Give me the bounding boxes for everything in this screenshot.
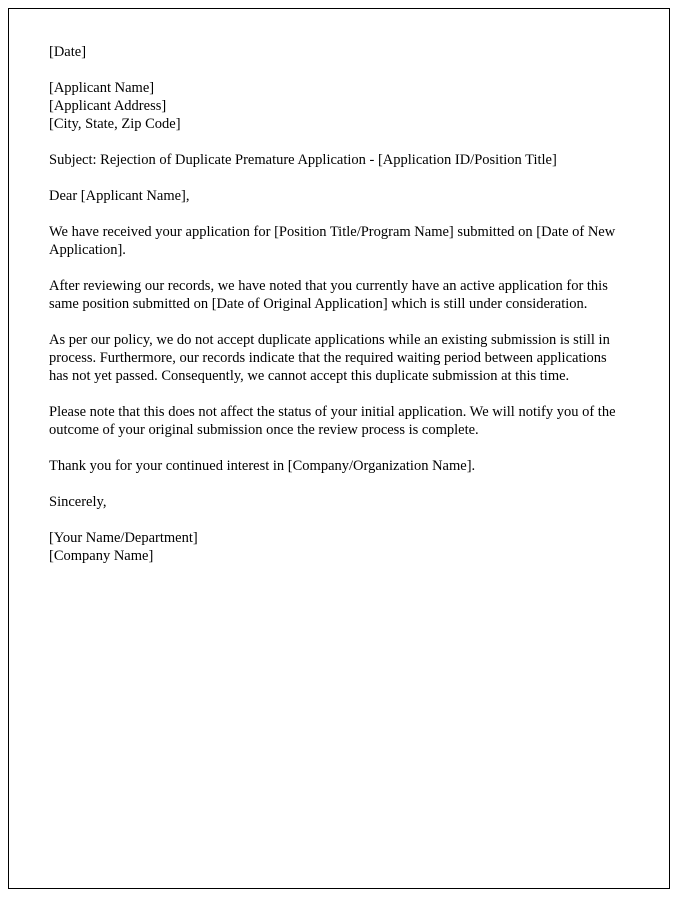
recipient-name: [Applicant Name] bbox=[49, 80, 155, 96]
recipient-block bbox=[49, 79, 629, 133]
date-placeholder: [Date] bbox=[49, 44, 87, 60]
signature-name-department: [Your Name/Department] bbox=[49, 530, 198, 546]
body-paragraph-3: As per our policy, we do not accept duplicate applications while an existing submission is still in process. Furthermore, our records indicate that the required waiting period between applications has not yet passed. Consequently, we cannot accept this duplicate submission at this time. bbox=[49, 332, 610, 384]
closing: Sincerely, bbox=[49, 494, 107, 510]
body-paragraph-4: Please note that this does not affect the status of your initial application. We will notify you of the outcome of your original submission once the review process is complete. bbox=[49, 404, 616, 438]
body-paragraph-5: Thank you for your continued interest in [Company/Organization Name]. bbox=[49, 458, 476, 474]
signature-block bbox=[49, 529, 629, 565]
letter-content bbox=[9, 9, 669, 565]
body-paragraph-2: After reviewing our records, we have noted that you currently have an active application for this same position submitted on [Date of Original Application] which is still under consideration. bbox=[49, 278, 608, 312]
subject-line: Subject: Rejection of Duplicate Premature Application - [Application ID/Position Title] bbox=[49, 152, 557, 168]
date-block bbox=[49, 43, 629, 61]
recipient-address: [Applicant Address] bbox=[49, 98, 167, 114]
body-paragraph-1: We have received your application for [Position Title/Program Name] submitted on [Date of New Application]. bbox=[49, 224, 616, 258]
signature-company: [Company Name] bbox=[49, 548, 154, 564]
recipient-city-state-zip: [City, State, Zip Code] bbox=[49, 116, 181, 132]
salutation: Dear [Applicant Name], bbox=[49, 188, 190, 204]
letter-page bbox=[8, 8, 670, 889]
